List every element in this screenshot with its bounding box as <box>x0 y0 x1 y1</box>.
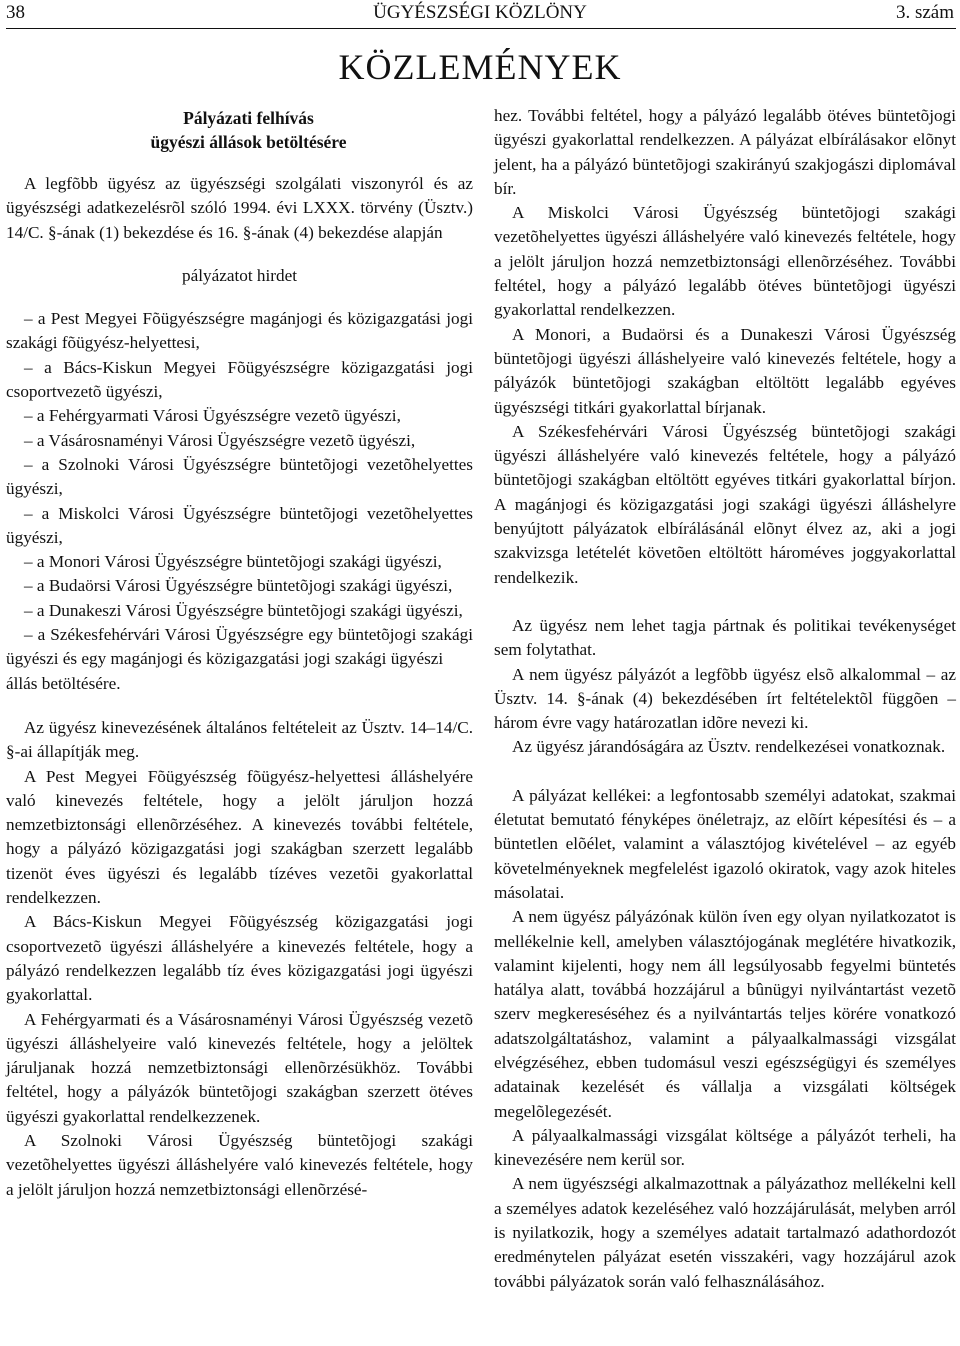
position-item: – a Szolnoki Városi Ügyészségre büntetõjogi vezetõhelyettes ügyészi, <box>6 454 473 499</box>
left-column <box>6 106 473 1202</box>
position-item: – a Monori Városi Ügyészségre büntetõjogi szakági ügyészi, <box>24 552 442 572</box>
position-item: – a Vásárosnaményi Városi Ügyészségre vezetõ ügyészi, <box>24 430 416 450</box>
body-paragraph: A nem ügyészségi alkalmazottnak a pályázathoz mellékelni kell a személyes adatok kezeléséhez való hozzájárulását, melyben arról is nyilatkozik, hogy a személyes adatait tartalmazó adathordozót eredménytelen pályázat esetén visszakéri, vagy hozzájárul azok további pályázatok során való felhasználásához. <box>494 1174 956 1291</box>
body-paragraph: A Miskolci Városi Ügyészség büntetõjogi szakági vezetõhelyettes ügyészi álláshelyére való kinevezés feltétele, hogy a jelölt járuljon hozzá nemzetbiztonsági ellenõrzéséhez. További feltétel, hogy a pályázó legalább ötéves büntetõjogi ügyészi gyakorlattal rendelkezzen. <box>494 203 956 320</box>
announcement-heading: pályázatot hirdet <box>181 265 297 285</box>
issue-number: 3. szám <box>895 2 954 23</box>
body-paragraph: A nem ügyész pályázót a legfõbb ügyész elsõ alkalommal – az Üsztv. 14. §-ának (4) bekezdésében írt feltételektõl függõen – három évre vagy határozatlan idõre nevezi ki. <box>494 664 956 733</box>
closing-line: állás betöltésére. <box>6 673 121 693</box>
intro-paragraph: A legfõbb ügyész az ügyészségi szolgálati viszonyról és az ügyészségi adatkezelésrõl szóló 1994. évi LXXX. törvény (Üsztv.) 14/C. §-ának (1) bekezdése és 16. §-ának (4) bekezdése alapján <box>6 174 473 242</box>
header-rule <box>6 28 956 29</box>
section-title: KÖZLEMÉNYEK <box>338 47 622 87</box>
body-paragraph: A pályázat kellékei: a legfontosabb személyi adatokat, szakmai életutat bemutató fényképes önéletrajz, az elõírt képesítési és – a büntetlen elõélet, valamint a választójog kivételével – az egyéb követelményeknek megfelelést igazoló okiratok, vagy azok hiteles másolatai. <box>494 785 956 902</box>
call-title-line1: Pályázati felhívás <box>183 108 314 128</box>
running-header <box>0 0 960 30</box>
position-item: – a Székesfehérvári Városi Ügyészségre egy büntetõjogi szakági ügyészi és egy magánjogi és közigazgatási jogi szakági ügyészi <box>6 625 473 669</box>
position-item: – a Dunakeszi Városi Ügyészségre büntetõjogi szakági ügyészi, <box>24 600 463 620</box>
condition-paragraph: A Fehérgyarmati és a Vásárosnaményi Városi Ügyészség vezetõ ügyészi álláshelyeire való kinevezés feltétele, hogy a jelöltek járuljanak hozzá nemzetbiztonsági ellenõrzésükhöz. További feltétel, hogy a pályázók büntetõjogi szakágban szerzett ötéves ügyészi gyakorlattal rendelkezzenek. <box>6 1009 473 1126</box>
body-paragraph: Az ügyész nem lehet tagja pártnak és politikai tevékenységet sem folytathat. <box>494 615 956 660</box>
position-item: – a Bács-Kiskun Megyei Fõügyészségre közigazgatási jogi csoportvezetõ ügyészi, <box>6 357 473 402</box>
condition-paragraph: A Bács-Kiskun Megyei Fõügyészség közigazgatási jogi csoportvezetõ ügyészi álláshelyére a kinevezés feltétele, hogy a pályázó rendelkezzen legalább tíz éves közigazgatási jogi ügyészi gyakorlattal. <box>6 912 473 1005</box>
continued-paragraph: hez. További feltétel, hogy a pályázó legalább ötéves büntetõjogi ügyészi gyakorlattal rendelkezzen. A pályázat elbírálásakor elõnyt jelent, ha a pályázó büntetõjogi szakirányú szakjogászi diplomával bír. <box>494 106 956 198</box>
journal-title: ÜGYÉSZSÉGI KÖZLÖNY <box>373 2 587 23</box>
call-title-line2: ügyészi állások betöltésére <box>150 132 347 152</box>
condition-paragraph: A Pest Megyei Fõügyészség fõügyész-helyettesi álláshelyére való kinevezés feltétele, hogy a jelölt járuljon hozzá nemzetbiztonsági ellenõrzéséhez. A kinevezés további feltétele, hogy a pályázó közigazgatási jogi szakágban szerzett legalább tizenöt éves ügyészi és legalább tízéves vezetõi gyakorlattal rendelkezzen. <box>6 766 473 908</box>
body-paragraph: A Székesfehérvári Városi Ügyészség büntetõjogi szakági ügyészi álláshelyére való kinevezés feltétele, hogy a pályázó büntetõjogi szakágban eltöltött egyéves titkári gyakorlattal bírjon. A magánjogi és közigazgatási jogi szakági ügyészi álláshelyre benyújtott pályázatok elbírálásánál elõnyt élvez az, aki a jogi szakvizsga letételét követõen eltöltött hároméves joggyakorlattal rendelkezik. <box>494 421 956 587</box>
position-item: – a Fehérgyarmati Városi Ügyészségre vezetõ ügyészi, <box>24 406 401 426</box>
body-paragraph: A nem ügyész pályázónak külön íven egy olyan nyilatkozatot is mellékelnie kell, amelyben választójogának meglétére hivatkozik, valamint kijelenti, hogy nem áll legsúlyosabb fegyelmi büntetés hatálya alatt, továbbá hozzájárul a bûnügyi nyilvántartást vezetõ szerv megkereséséhez és a nyilvántartás teljes körére vonatkozó adatszolgáltatáshoz, valamint a pályaalkalmassági vizsgálat elvégzéséhez, ebben tudomásul veszi egészségügyi és személyes adatainak kezelését és vállalja a vizsgálati költségek megelõlegezését. <box>494 907 956 1121</box>
right-column <box>494 104 956 1294</box>
body-paragraph: A pályaalkalmassági vizsgálat költsége a pályázót terheli, ha kinevezésére nem kerül sor. <box>494 1125 956 1170</box>
condition-paragraph: Az ügyész kinevezésének általános feltételeit az Üsztv. 14–14/C. §-ai állapítják meg. <box>6 717 473 762</box>
position-item: – a Miskolci Városi Ügyészségre büntetõjogi vezetõhelyettes ügyészi, <box>6 503 473 547</box>
body-paragraph: A Monori, a Budaörsi és a Dunakeszi Városi Ügyészség büntetõjogi ügyészi álláshelyeire való kinevezés feltétele, hogy a pályázók büntetõjogi szakágban eltöltött legalább egyéves ügyészségi titkári gyakorlattal bírjanak. <box>494 324 956 417</box>
condition-paragraph: A Szolnoki Városi Ügyészség büntetõjogi szakági vezetõhelyettes ügyészi álláshelyére való kinevezés feltétele, hogy a jelölt járuljon hozzá nemzetbiztonsági ellenõrzésé- <box>6 1130 473 1199</box>
page-number: 38 <box>6 2 25 23</box>
position-item: – a Budaörsi Városi Ügyészségre büntetõjogi szakági ügyészi, <box>24 576 453 596</box>
position-item: – a Pest Megyei Fõügyészségre magánjogi és közigazgatási jogi szakági fõügyész-helyettesi, <box>6 309 473 353</box>
body-paragraph: Az ügyész járandóságára az Üsztv. rendelkezései vonatkoznak. <box>512 737 946 757</box>
